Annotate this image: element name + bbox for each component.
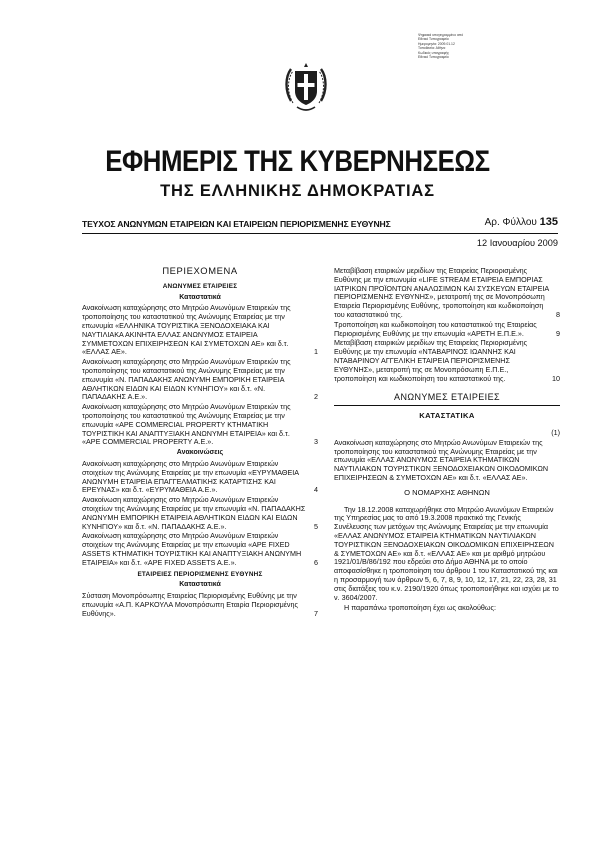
contents-entry: [82, 592, 318, 618]
contents-entry: [82, 304, 318, 357]
issuing-authority: Ο ΝΟΜΑΡΧΗΣ ΑΘΗΝΩΝ: [404, 487, 490, 497]
body-paragraph-2: Η παραπάνω τροποποίηση έχει ως ακολούθως:: [344, 603, 496, 613]
contents-section-epe: ΕΤΑΙΡΕΙΕΣ ΠΕΡΙΟΡΙΣΜΕΝΗΣ ΕΥΘΥΝΗΣ: [137, 570, 263, 578]
contents-entry: [82, 403, 318, 447]
stamp-line: Τοποθεσία: Αθήνα: [418, 46, 446, 51]
issue-header-row: [82, 216, 558, 230]
epe-right-list: [334, 267, 560, 383]
contents-entry-page: 2: [314, 392, 318, 402]
greek-coat-of-arms-icon: [283, 57, 329, 121]
contents-sub-announcements: Ανακοινώσεις: [176, 449, 224, 457]
body-section-sub: ΚΑΤΑΣΤΑΤΙΚΑ: [419, 411, 475, 421]
contents-entry-text: Τροποποίηση και κωδικοποίηση του καταστατικού της Εταιρείας Περιορισμένης Ευθύνης με την επωνυμία «ΑΡΕΤΗ Ε.Π.Ε.».: [334, 319, 537, 338]
issue-date: 12 Ιανουαρίου 2009: [476, 238, 558, 248]
epe-left-list: [82, 592, 318, 618]
contents-entry-page: 9: [556, 328, 560, 338]
header-rule: [82, 233, 558, 234]
contents-entry-text: Ανακοίνωση καταχώρησης στο Μητρώο Ανωνύμων Εταιρειών στοιχείων της Ανώνυμης Εταιρείας με την επωνυμία «ΕΥΡΥΜΑΘΕΙΑ ΑΝΩΝΥΜΗ ΕΤΑΙΡΕΙΑ ΕΠΑΓΓΕΛΜΑΤΙΚΗΣ ΚΑΤΑΡΤΙΣΗΣ ΚΑΙ ΕΡΕΥΝΑΣ» και δ.τ. «ΕΥΡΥΜΑΘΕΙΑ Α.Ε.».: [82, 458, 299, 495]
gazette-title: ΕΦΗΜΕΡΙΣ ΤΗΣ ΚΥΒΕΡΝΗΣΕΩΣ: [105, 145, 490, 178]
right-column: [334, 267, 560, 615]
issue-type: ΤΕΥΧΟΣ ΑΝΩΝΥΜΩΝ ΕΤΑΙΡΕΙΩΝ ΚΑΙ ΕΤΑΙΡΕΙΩΝ ΠΕΡΙΟΡΙΣΜΕΝΗΣ ΕΥΘΥΝΗΣ: [82, 219, 391, 229]
contents-entry-page: 3: [314, 437, 318, 447]
ae-statutes-list: [82, 304, 318, 447]
contents-entry-text: Μεταβίβαση εταιρικών μεριδίων της Εταιρείας Περιορισμένης Ευθύνης με την επωνυμία «ΝΤΑΒΑΡΙΝΟΣ ΙΩΑΝΝΗΣ ΚΑΙ ΝΤΑΒΑΡΙΝΟΥ ΑΓΓΕΛΙΚΗ ΕΤΑΙΡΕΙΑ ΠΕΡΙΟΡΙΣΜΕΝΗΣ ΕΥΘΥΝΗΣ», μετατροπή της σε Μονοπρόσωπη Ε.Π.Ε., τροποποίηση και κωδικοποίηση του καταστατικού της.: [334, 338, 528, 383]
contents-entry-page: 1: [314, 347, 318, 357]
body-paragraph-1: Την 18.12.2008 καταχωρήθηκε στο Μητρώο Ανωνύμων Εταιρειών της Υπηρεσίας μας το από 19.3.2008 πρακτικό της Γενικής Συνέλευσης των μετόχων της Ανώνυμης Εταιρείας με την επωνυμία «ΕΛΛΑΣ ΑΝΩΝΥΜΟΣ ΕΤΑΙΡΕΙΑ ΚΤΗΜΑΤΙΚΩΝ ΝΑΥΤΙΛΙΑΚΩΝ ΤΟΥΡΙΣΤΙΚΩΝ ΞΕΝΟΔΟΧΕΙΑΚΩΝ ΟΙΚΟΔΟΜΙΚΩΝ ΕΠΙΧΕΙΡΗΣΕΩΝ & ΣΥΜΕΤΟΧΩΝ ΑΕ» και δ.τ. «ΕΛΛΑΣ ΑΕ» και με αριθμό μητρώου 1921/01/Β/86/192 που εδρεύει στο Δήμο ΑΘΗΝΑ με το οποίο αποφασίσθηκε η τροποποίηση του άρθρου 1 του Καταστατικού της και η προσαρμογή των άρθρων 5, 6, 7, 8, 9, 10, 12, 17, 21, 22, 23, 28, 31 στις διατάξεις του κ.ν. 2190/1920 όπως τροποποιήθηκε και ισχύει με το ν. 3604/2007.: [334, 504, 559, 602]
body-section-rule: [334, 405, 560, 406]
sheet-number: 135: [539, 216, 558, 228]
contents-entry: [82, 496, 318, 531]
contents-sub-statutes: Καταστατικά: [179, 293, 221, 301]
ae-announcements-list: [82, 460, 318, 568]
contents-entry: [82, 532, 318, 567]
stamp-line: Ημερομηνία: 2009.01.12: [418, 41, 455, 46]
item-number: (1): [551, 427, 560, 437]
gazette-subtitle: ΤΗΣ ΕΛΛΗΝΙΚΗΣ ΔΗΜΟΚΡΑΤΙΑΣ: [160, 182, 435, 200]
contents-entry-text: Ανακοίνωση καταχώρησης στο Μητρώο Ανωνύμων Εταιρειών της τροποποίησης του καταστατικού της Ανώνυμης Εταιρείας με την επωνυμία «Ν. ΠΑΠΑΔΑΚΗΣ ΑΝΩΝΥΜΗ ΕΜΠΟΡΙΚΗ ΕΤΑΙΡΕΙΑ ΑΘΛΗΤΙΚΩΝ ΕΙΔΩΝ ΚΑΙ ΕΙΔΩΝ ΚΥΝΗΓΙΟΥ» και δ.τ. «Ν. ΠΑΠΑΔΑΚΗΣ Α.Ε.».: [82, 357, 291, 402]
contents-entry: [334, 321, 560, 339]
contents-entry-page: 8: [556, 309, 560, 319]
contents-entry-page: 6: [314, 557, 318, 567]
contents-section-ae: ΑΝΩΝΥΜΕΣ ΕΤΑΙΡΕΙΕΣ: [162, 282, 238, 290]
announcement-heading: Ανακοίνωση καταχώρησης στο Μητρώο Ανωνύμων Εταιρειών της τροποποίησης του καταστατικού της Ανώνυμης Εταιρείας με την επωνυμία «ΕΛΛΑΣ ΑΝΩΝΥΜΟΣ ΕΤΑΙΡΕΙΑ ΚΤΗΜΑΤΙΚΩΝ ΝΑΥΤΙΛΙΑΚΩΝ ΤΟΥΡΙΣΤΙΚΩΝ ΞΕΝΟΔΟΧΕΙΑΚΩΝ ΟΙΚΟΔΟΜΙΚΩΝ ΕΠΙΧΕΙΡΗΣΕΩΝ & ΣΥΜΕΤΟΧΩΝ ΑΕ» και δ.τ. «ΕΛΛΑΣ ΑΕ».: [334, 437, 549, 482]
contents-entry: [334, 267, 560, 320]
contents-entry-page: 7: [314, 608, 318, 618]
stamp-line: Εθνικό Τυπογραφείο: [418, 55, 449, 60]
contents-entry: [334, 339, 560, 383]
stamp-line: Εθνικό Τυπογραφείο: [418, 37, 449, 42]
stamp-line: Κωδικός υπογραφής: [418, 50, 449, 55]
body-section-title: ΑΝΩΝΥΜΕΣ ΕΤΑΙΡΕΙΕΣ: [394, 392, 500, 403]
contents-title: ΠΕΡΙΕΧΟΜΕΝΑ: [162, 265, 238, 276]
contents-entry-page: 5: [314, 521, 318, 531]
contents-sub-epe-statutes: Καταστατικά: [179, 581, 221, 589]
digital-signature-stamp: [418, 33, 480, 59]
contents-entry-text: Μεταβίβαση εταιρικών μεριδίων της Εταιρείας Περιορισμένης Ευθύνης με την επωνυμία «LIFE STREAM ΕΤΑΙΡΕΙΑ ΕΜΠΟΡΙΑΣ ΙΑΤΡΙΚΩΝ ΠΡΟΪΟΝΤΩΝ ΑΝΑΛΩΣΙΜΩΝ ΚΑΙ ΣΥΣΚΕΥΩΝ ΕΤΑΙΡΕΙΑ ΠΕΡΙΟΡΙΣΜΕΝΗΣ ΕΥΘΥΝΗΣ», μετατροπή της σε Μονοπρόσωπη Εταιρεία Περιορισμένης Ευθύνης, τροποποίηση και κωδικοποίηση του καταστατικού της.: [334, 266, 549, 319]
sheet-number-label: Αρ. Φύλλου 135: [484, 216, 558, 228]
contents-entry-page: 10: [552, 373, 560, 383]
contents-entry-text: Ανακοίνωση καταχώρησης στο Μητρώο Ανωνύμων Εταιρειών στοιχείων της Ανώνυμης Εταιρείας με την επωνυμία «APE FIXED ASSETS ΚΤΗΜΑΤΙΚΗ ΤΟΥΡΙΣΤΙΚΗ ΚΑΙ ΑΝΑΠΤΥΞΙΑΚΗ ΑΝΩΝΥΜΗ ΕΤΑΙΡΕΙΑ» και δ.τ. «APE FIXED ASSETS A.E.».: [82, 531, 302, 567]
contents-entry-page: 4: [314, 485, 318, 495]
contents-entry-text: Σύσταση Μονοπρόσωπης Εταιρείας Περιορισμένης Ευθύνης με την επωνυμία «Α.Π. ΚΑΡΚΟΥΛΑ Μονοπρόσωπη Εταιρία Περιορισμένης Ευθύνης».: [82, 591, 298, 618]
contents-entry-text: Ανακοίνωση καταχώρησης στο Μητρώο Ανωνύμων Εταιρειών στοιχείων της Ανώνυμης Εταιρείας με την επωνυμία «Ν. ΠΑΠΑΔΑΚΗΣ ΑΝΩΝΥΜΗ ΕΜΠΟΡΙΚΗ ΕΤΑΙΡΕΙΑ ΑΘΛΗΤΙΚΩΝ ΕΙΔΩΝ ΚΑΙ ΕΙΔΩΝ ΚΥΝΗΓΙΟΥ» και δ.τ. «Ν. ΠΑΠΑΔΑΚΗΣ Α.Ε.».: [82, 495, 306, 531]
contents-entry-text: Ανακοίνωση καταχώρησης στο Μητρώο Ανωνύμων Εταιρειών της τροποποίησης του καταστατικού της Ανώνυμης Εταιρείας με την επωνυμία «APE COMMERCIAL PROPERTY ΚΤΗΜΑΤΙΚΗ ΤΟΥΡΙΣΤΙΚΗ ΚΑΙ ΑΝΑΠΤΥΞΙΑΚΗ ΑΝΩΝΥΜΗ ΕΤΑΙΡΕΙΑ» και δ.τ. «APE COMMERCIAL PROPERTY A.E.».: [82, 402, 291, 447]
contents-entry-text: Ανακοίνωση καταχώρησης στο Μητρώο Ανωνύμων Εταιρειών της τροποποίησης του καταστατικού της Ανώνυμης Εταιρείας με την επωνυμία «ΕΛΛΗΝΙΚΑ ΤΟΥΡΙΣΤΙΚΑ ΞΕΝΟΔΟΧΕΙΑΚΑ ΚΑΙ ΝΑΥΤΙΛΙΑΚΑ ΑΚΙΝΗΤΑ ΕΛΛΑΣ ΑΝΩΝΥΜΟΣ ΕΤΑΙΡΕΙΑ ΣΥΜΜΕΤΟΧΩΝ ΕΠΙΧΕΙΡΗΣΕΩΝ ΚΑΙ ΣΥΜΕΤΟΧΩΝ ΑΕ» και δ.τ. «ΕΛΛΑΣ ΑΕ».: [82, 303, 291, 357]
contents-entry: [82, 460, 318, 495]
contents-entry: [82, 358, 318, 402]
contents-left-column: [82, 267, 318, 619]
stamp-line: Ψηφιακά υπογεγραμμένο από: [418, 33, 464, 37]
